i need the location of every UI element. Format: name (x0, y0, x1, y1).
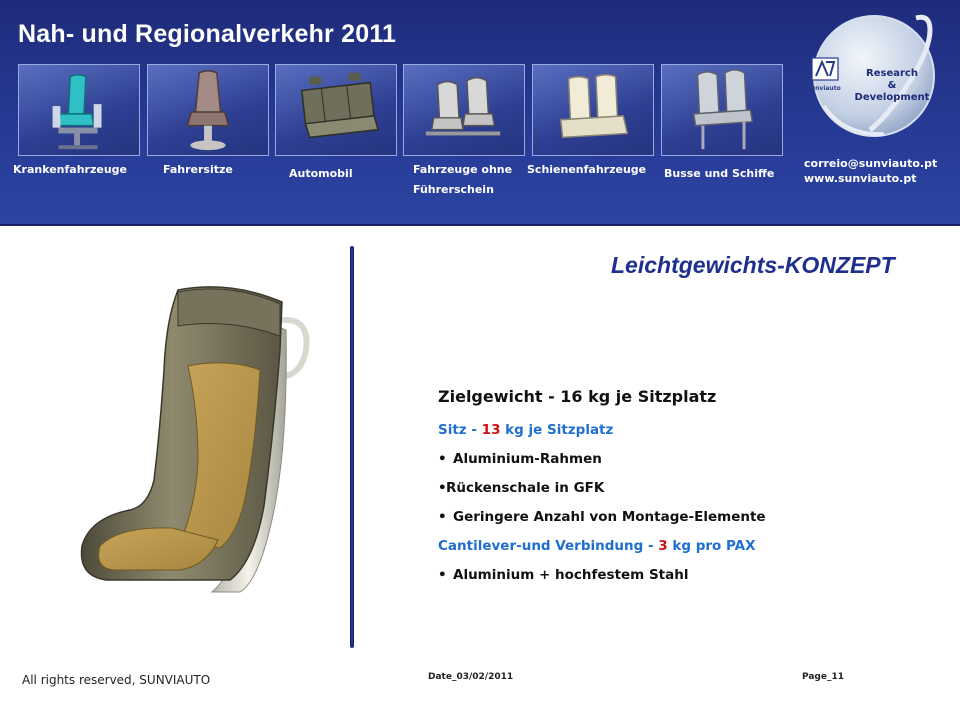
bullet-icon: • (438, 451, 447, 467)
bullet-icon: • (438, 480, 447, 496)
contact-block (804, 156, 937, 186)
driver-seat-icon (148, 65, 268, 155)
cantilever-weight-line (438, 532, 878, 561)
list-item (438, 474, 878, 503)
seat-weight-value: 13 (481, 422, 501, 438)
category-thumb-automobil[interactable] (275, 64, 397, 156)
weight-spec-block (438, 387, 878, 590)
rail-seats-icon (533, 65, 653, 155)
slide-title: Nah- und Regionalverkehr 2011 (18, 20, 397, 48)
vertical-divider (350, 246, 354, 648)
contact-email[interactable]: correio@sunviauto.pt (804, 157, 938, 170)
category-thumb-schienenfahrzeuge[interactable] (532, 64, 654, 156)
list-item (438, 445, 878, 474)
seat-weight-suffix: kg je Sitzplatz (500, 422, 614, 438)
contact-website[interactable]: www.sunviauto.pt (804, 172, 917, 185)
logo-line-research: Research (866, 68, 918, 79)
footer-page-number: Page_11 (802, 672, 844, 682)
category-thumb-fahrzeuge-ohne-fuehrerschein[interactable] (403, 64, 525, 156)
concept-title: Leichtgewichts-KONZEPT (611, 252, 895, 278)
microcar-seats-icon (404, 65, 524, 155)
target-weight-heading: Zielgewicht - 16 kg je Sitzplatz (438, 387, 717, 406)
copyright-notice: All rights reserved, SUNVIAUTO (22, 673, 211, 687)
footer-date: Date_03/02/2011 (428, 672, 514, 682)
list-item (438, 503, 878, 532)
header-banner (0, 0, 960, 226)
category-label-schienenfahrzeuge[interactable]: Schienenfahrzeuge (527, 163, 647, 176)
category-label-fahrzeuge-ohne-fuehrerschein[interactable]: Fahrzeuge ohne Führerschein (413, 163, 513, 196)
list-item-text: Rückenschale in GFK (446, 480, 605, 496)
seat-weight-line (438, 416, 878, 445)
category-label-automobil[interactable]: Automobil (289, 167, 353, 180)
category-thumb-busse-und-schiffe[interactable] (661, 64, 783, 156)
list-item-text: Geringere Anzahl von Montage-Elemente (453, 509, 766, 525)
list-item-text: Aluminium-Rahmen (453, 451, 602, 467)
seat-weight-prefix: Sitz - (438, 422, 482, 438)
logo-line-development: Development (854, 92, 930, 103)
category-thumb-fahrersitze[interactable] (147, 64, 269, 156)
logo-line-amp: & (887, 80, 897, 91)
logo-brand-text: sunviauto (807, 85, 841, 92)
category-label-busse-und-schiffe[interactable]: Busse und Schiffe (664, 167, 775, 180)
cantilever-weight-prefix: Cantilever-und Verbindung - (438, 538, 659, 554)
category-label-krankenfahrzeuge[interactable]: Krankenfahrzeuge (13, 163, 128, 176)
cantilever-weight-suffix: kg pro PAX (667, 538, 756, 554)
ambulance-seat-icon (19, 65, 139, 155)
car-bench-seat-icon (276, 65, 396, 155)
bullet-icon: • (438, 509, 447, 525)
list-item (438, 561, 878, 590)
company-logo (804, 10, 954, 150)
seat-illustration (60, 280, 320, 620)
category-label-fahrersitze[interactable]: Fahrersitze (163, 163, 233, 176)
category-thumb-krankenfahrzeuge[interactable] (18, 64, 140, 156)
bus-seats-icon (662, 65, 782, 155)
bullet-icon: • (438, 567, 447, 583)
cantilever-weight-value: 3 (658, 538, 668, 554)
list-item-text: Aluminium + hochfestem Stahl (453, 567, 689, 583)
